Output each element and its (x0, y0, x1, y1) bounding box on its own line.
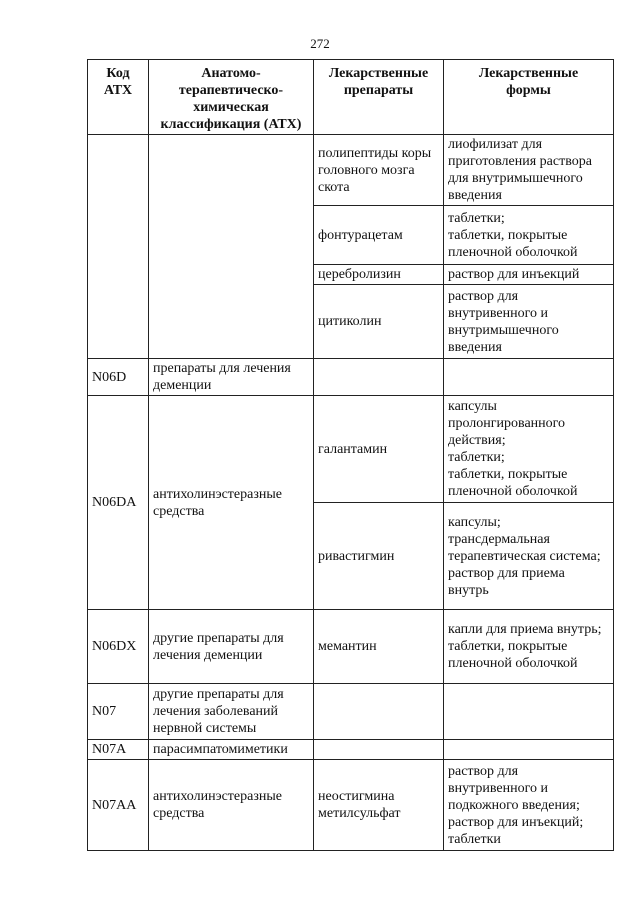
atx-classification: антихолинэстеразные средства (149, 760, 314, 851)
atx-code: N06DA (88, 396, 149, 610)
drug-cell-empty (314, 740, 444, 760)
drug-cell-empty (314, 684, 444, 740)
form-cell: капли для приема внутрь; таблетки, покрытые пленочной оболочкой (444, 610, 614, 684)
header-forms: Лекарственные формы (444, 60, 614, 135)
atx-classification: парасимпатомиметики (149, 740, 314, 760)
code-cell-empty (88, 135, 149, 359)
atx-classification: антихолинэстеразные средства (149, 396, 314, 610)
drug-cell: фонтурацетам (314, 206, 444, 265)
atx-table (87, 59, 614, 851)
drug-cell: полипептиды коры головного мозга скота (314, 135, 444, 206)
atx-code: N07A (88, 740, 149, 760)
atx-code: N06D (88, 359, 149, 396)
drug-cell: галантамин (314, 396, 444, 503)
table-row (88, 760, 614, 851)
header-drugs: Лекарственные препараты (314, 60, 444, 135)
drug-cell: церебролизин (314, 265, 444, 285)
drug-cell: цитиколин (314, 285, 444, 359)
table-row (88, 740, 614, 760)
drug-cell: неостигмина метилсульфат (314, 760, 444, 851)
table-row (88, 135, 614, 206)
form-cell: раствор для внутривенного и внутримышечного введения (444, 285, 614, 359)
table-row (88, 359, 614, 396)
atx-code: N06DX (88, 610, 149, 684)
form-cell: капсулы; трансдермальная терапевтическая система; раствор для приема внутрь (444, 503, 614, 610)
header-code: Код АТХ (88, 60, 149, 135)
form-cell: лиофилизат для приготовления раствора для внутримышечного введения (444, 135, 614, 206)
form-cell-empty (444, 359, 614, 396)
table-row (88, 610, 614, 684)
atx-classification: другие препараты для лечения заболеваний нервной системы (149, 684, 314, 740)
atx-classification: препараты для лечения деменции (149, 359, 314, 396)
drug-cell: ривастигмин (314, 503, 444, 610)
form-cell-empty (444, 684, 614, 740)
atx-classification: другие препараты для лечения деменции (149, 610, 314, 684)
form-cell: таблетки; таблетки, покрытые пленочной оболочкой (444, 206, 614, 265)
atx-code: N07AA (88, 760, 149, 851)
page-number: 272 (310, 36, 330, 51)
drug-cell-empty (314, 359, 444, 396)
form-cell-empty (444, 740, 614, 760)
header-classification: Анатомо- терапевтическо- химическая классификация (АТХ) (149, 60, 314, 135)
form-cell: раствор для инъекций (444, 265, 614, 285)
atx-code: N07 (88, 684, 149, 740)
table-row (88, 396, 614, 503)
form-cell: капсулы пролонгированного действия; таблетки; таблетки, покрытые пленочной оболочкой (444, 396, 614, 503)
table-row (88, 684, 614, 740)
classification-cell-empty (149, 135, 314, 359)
header-row (88, 60, 614, 135)
drug-cell: мемантин (314, 610, 444, 684)
form-cell: раствор для внутривенного и подкожного введения; раствор для инъекций; таблетки (444, 760, 614, 851)
